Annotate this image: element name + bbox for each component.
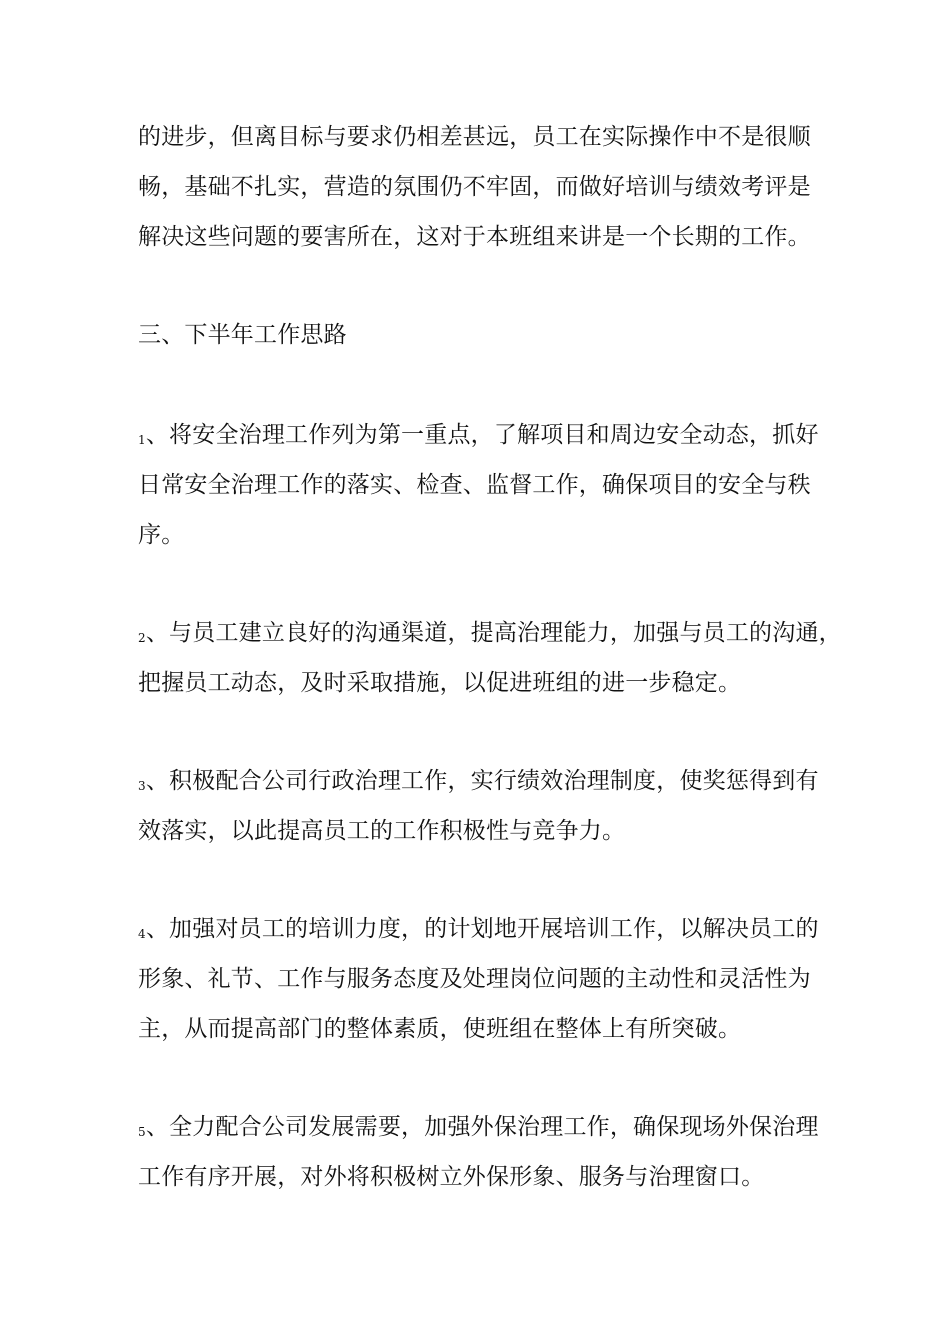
list-item-line <box>138 1112 838 1145</box>
list-item-line <box>138 766 838 799</box>
item-text: 、全力配合公司发展需要，加强外保治理工作，确保现场外保治理 <box>145 1114 819 1140</box>
list-item-line: 序。 <box>138 522 185 548</box>
list-item-line: 日常安全治理工作的落实、检查、监督工作，确保项目的安全与秩 <box>138 472 811 498</box>
item-number: 3 <box>138 779 146 793</box>
paragraph-line: 的进步，但离目标与要求仍相差甚远，员工在实际操作中不是很顺 <box>138 124 811 150</box>
list-item-line: 形象、礼节、工作与服务态度及处理岗位问题的主动性和灵活性为 <box>138 966 811 992</box>
item-number: 4 <box>138 927 146 941</box>
list-item-line: 把握员工动态，及时采取措施，以促进班组的进一步稳定。 <box>138 670 742 696</box>
item-number: 1 <box>138 433 146 447</box>
list-item-line: 效落实，以此提高员工的工作积极性与竞争力。 <box>138 818 626 844</box>
item-text: 、加强对员工的培训力度，的计划地开展培训工作，以解决员工的 <box>145 916 819 942</box>
section-heading: 三、下半年工作思路 <box>138 322 347 348</box>
list-item-line <box>138 618 842 651</box>
paragraph-line: 解决这些问题的要害所在，这对于本班组来讲是一个长期的工作。 <box>138 224 811 250</box>
item-text: 、将安全治理工作列为第一重点，了解项目和周边安全动态，抓好 <box>145 422 819 448</box>
item-number: 2 <box>138 631 146 645</box>
list-item-line <box>138 914 838 947</box>
list-item-line <box>138 420 838 453</box>
item-number: 5 <box>138 1125 146 1139</box>
list-item-line: 工作有序开展，对外将积极树立外保形象、服务与治理窗口。 <box>138 1164 765 1190</box>
item-text: 、积极配合公司行政治理工作，实行绩效治理制度，使奖惩得到有 <box>145 768 819 794</box>
list-item-line: 主，从而提高部门的整体素质，使班组在整体上有所突破。 <box>138 1016 742 1042</box>
item-text: 、与员工建立良好的沟通渠道，提高治理能力，加强与员工的沟通， <box>145 620 842 646</box>
paragraph-line: 畅，基础不扎实，营造的氛围仍不牢固，而做好培训与绩效考评是 <box>138 174 811 200</box>
